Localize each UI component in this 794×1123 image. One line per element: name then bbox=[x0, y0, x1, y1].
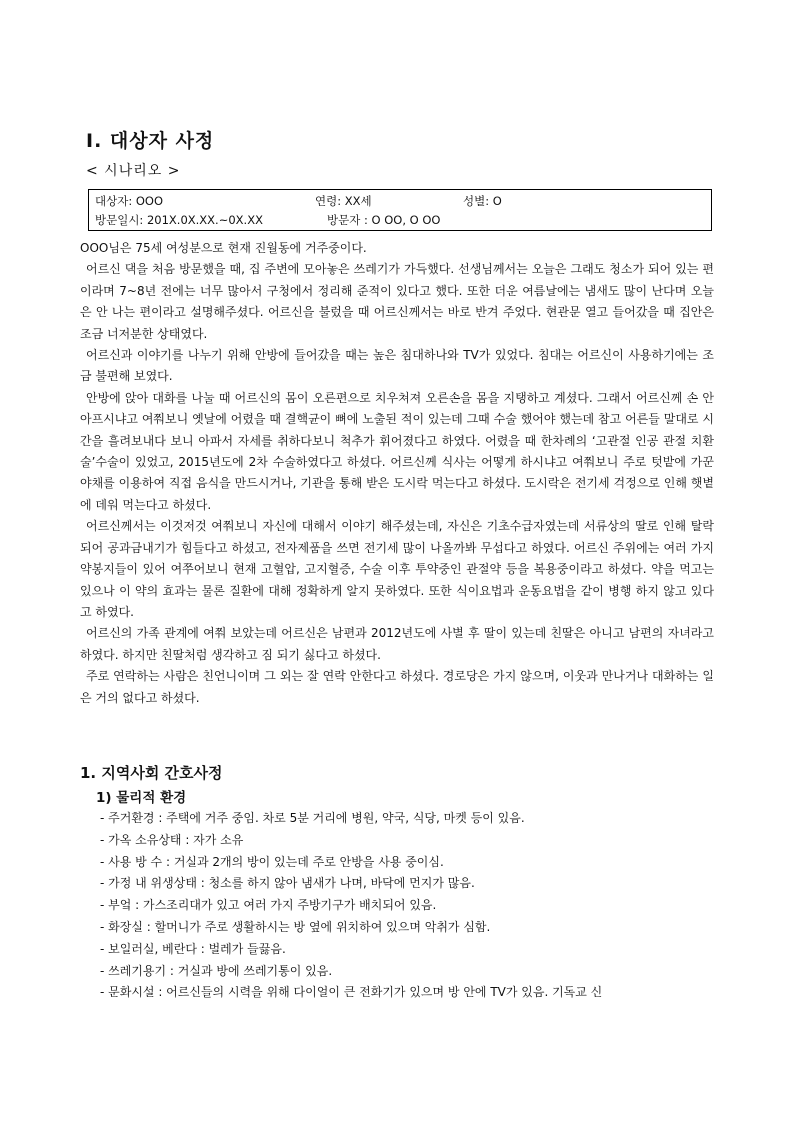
paragraph: 주로 연락하는 사람은 친언니이며 그 외는 잘 연락 안한다고 하셨다. 경로당은 가지 않으며, 이웃과 만나거나 대화하는 일은 거의 없다고 하셨다. bbox=[80, 669, 714, 705]
scenario-label: < 시나리오 > bbox=[86, 163, 181, 179]
list-item: - 주거환경 : 주택에 거주 중임. 차로 5분 거리에 병원, 약국, 식당, 마켓 등이 있음. bbox=[100, 811, 525, 825]
visit-date-field: 방문일시: 201X.0X.XX.~0X.XX bbox=[95, 213, 263, 227]
page-title: Ⅰ. 대상자 사정 bbox=[86, 130, 215, 152]
age-field: 연령: XX세 bbox=[315, 194, 372, 208]
paragraph: 어르신과 이야기를 나누기 위해 안방에 들어갔을 때는 높은 침대하나와 TV가 있었다. 침대는 어르신이 사용하기에는 조금 불편해 보였다. bbox=[80, 348, 714, 384]
paragraph: 어르신의 가족 관계에 여쭤 보았는데 어르신은 남편과 2012년도에 사별 후 딸이 있는데 친딸은 아니고 남편의 자녀라고 하였다. 하지만 친딸처럼 생각하고 짐 되기 싫다고 하셨다. bbox=[80, 626, 714, 662]
list-item: - 사용 방 수 : 거실과 2개의 방이 있는데 주로 안방을 사용 중이심. bbox=[100, 854, 444, 869]
paragraph: OOO님은 75세 여성분으로 현재 진월동에 거주중이다. bbox=[80, 241, 367, 255]
list-item: - 보일러실, 베란다 : 벌레가 들끓음. bbox=[100, 941, 286, 956]
subject-field: 대상자: OOO bbox=[95, 194, 164, 208]
paragraph: 어르신께서는 이것저것 여쭤보니 자신에 대해서 이야기 해주셨는데, 자신은 기초수급자였는데 서류상의 딸로 인해 탈락되어 공과금내기가 힘들다고 하셨고, 전자제품을 쓰면 전기세 많이 나올까봐 무섭다고 하였다. 어르신 주위에는 여러 가지 약봉지들이 있어 여쭈어보니 현재 고혈압, 고지혈증, 수술 이후 투약중인 관절약 등을 복용중이라고 하셨다. 약을 먹고는 있으나 이 약의 효과는 물론 질환에 대해 정확하게 알지 못하였다. 또한 식이요법과 운동요법을 같이 병행 하지 않고 있다고 하였다. bbox=[80, 519, 714, 619]
subsection-heading: 1) 물리적 환경 bbox=[96, 790, 187, 806]
list-item: - 가옥 소유상태 : 자가 소유 bbox=[100, 832, 244, 847]
list-item: - 문화시설 : 어르신들의 시력을 위해 다이얼이 큰 전화기가 있으며 방 안에 TV가 있음. 기독교 신 bbox=[100, 985, 603, 1000]
scenario-body bbox=[80, 238, 714, 709]
list-item: - 부엌 : 가스조리대가 있고 여러 가지 주방기구가 배치되어 있음. bbox=[100, 898, 437, 913]
subject-info-box bbox=[88, 189, 712, 231]
list-item: - 화장실 : 할머니가 주로 생활하시는 방 옆에 위치하여 있으며 악취가 심함. bbox=[100, 919, 491, 934]
section-heading: 1. 지역사회 간호사정 bbox=[80, 764, 223, 782]
paragraph: 안방에 앉아 대화를 나눌 때 어르신의 몸이 오른편으로 치우쳐져 오른손을 몸을 지탱하고 계셨다. 그래서 어르신께 손 안 아프시냐고 여쭤보니 옛날에 어렸을 때 결핵균이 뼈에 노출된 적이 있는데 그때 수술 했어야 했는데 참고 어른들 말대로 시간을 흘려보내다 보니 아파서 자세를 취하다보니 척추가 휘어졌다고 하였다. 어렸을 때 한차례의 ‘고관절 인공 관절 치환술’수술이 있었고, 2015년도에 2차 수술하였다고 하셨다. 어르신께 식사는 어떻게 하시냐고 여쭤보니 주로 텃밭에 가꾼 야채를 이용하여 직접 음식을 만드시거나, 기관을 통해 받은 도시락 먹는다고 하셨다. 도시락은 전기세 걱정으로 인해 햇볕에 데워 먹는다고 하셨다. bbox=[80, 390, 714, 512]
visitor-field: 방문자 : O OO, O OO bbox=[327, 213, 441, 227]
sex-field: 성별: O bbox=[463, 194, 502, 208]
list-item: - 쓰레기용기 : 거실과 방에 쓰레기통이 있음. bbox=[100, 963, 333, 978]
list-item: - 가정 내 위생상태 : 청소를 하지 않아 냄새가 나며, 바닥에 먼지가 많음. bbox=[100, 876, 475, 891]
paragraph: 어르신 댁을 처음 방문했을 때, 집 주변에 모아놓은 쓰레기가 가득했다. 선생님께서는 오늘은 그래도 청소가 되어 있는 편이라며 7~8년 전에는 너무 많아서 구청에서 정리해 준적이 있다고 했다. 또한 더운 여름날에는 냄새도 많이 난다며 오늘은 안 나는 편이라고 설명해주셨다. 어르신을 불렀을 때 어르신께서는 바로 반겨 주었다. 현관문 열고 들어갔을 때 집안은 조금 너저분한 상태였다. bbox=[80, 262, 714, 341]
environment-list bbox=[100, 808, 714, 1004]
